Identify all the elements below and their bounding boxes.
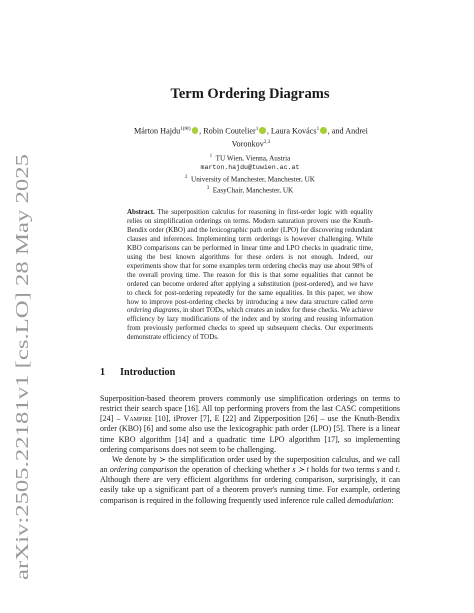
paragraph-text: [10], iProver [7], E [22] and Zipperposition [26] – use the Knuth-Bendix order (KBO) [6] and some also use the lexicographic path order (LPO) [5]. There is a linear time KBO algorithm [14] and a quadratic time LPO algorithm [17], so implementing ordering comparisons does not seem to be challenging. — [100, 414, 400, 454]
affiliation-mark: 3 — [206, 186, 210, 192]
author-affiliation-mark: 1(✉) — [180, 126, 191, 132]
affiliation-list — [100, 152, 400, 196]
paragraph-text: We denote by ≻ the simplification order used by the superposition calculus, and we call an — [100, 454, 400, 475]
paragraph-text: and — [379, 465, 396, 475]
paragraph — [100, 455, 400, 506]
section-title: Introduction — [120, 367, 176, 378]
author-name: Márton Hajdu — [134, 126, 181, 136]
author-name: Robin Coutelier — [203, 126, 256, 136]
section-heading — [100, 367, 400, 378]
author-name: Andrei Voronkov — [231, 126, 368, 149]
section-number: 1 — [100, 367, 106, 378]
author-separator: , and — [327, 126, 346, 136]
abstract-text: The superposition calculus for reasoning in first-order logic with equality relies on simplification orderings on terms. Modern saturation provers use the Knuth-Bendix order (KBO) and the lexicographic path order (LPO) for discovering redundant clauses and inferences. Implementing term orderings is however challenging. While KBO comparisons can be performed in linear time and LPO checks in quadratic time, using the best known algorithms for these orders is not enough. Indeed, our experiments show that for some examples term ordering checks may use about 98% of the overall proving time. The reason for this is that some equalities that cannot be ordered can become ordered after applying a substitution (post-ordered), and we have to check for post-ordering repeatedly for the same equalities. In this paper, we show how to improve post-ordering checks by introducing a new data structure called — [127, 208, 373, 306]
math-expression: s ≻ t — [292, 465, 309, 475]
arxiv-identifier-stamp — [8, 152, 36, 582]
author-affiliation-mark: 1 — [316, 126, 320, 132]
paragraph — [100, 394, 400, 455]
author-name: Laura Kovács — [270, 126, 317, 136]
affiliation-text: EasyChair, Manchester, UK — [212, 186, 294, 195]
paper-title: Term Ordering Diagrams — [170, 86, 330, 102]
author-separator: , — [199, 126, 204, 136]
affiliation-item — [100, 184, 400, 195]
author-affiliation-mark: 1 — [255, 126, 259, 132]
math-expression: t — [395, 465, 398, 475]
math-expression: s — [376, 465, 380, 475]
author-list — [116, 124, 386, 150]
author-email[interactable]: marton.hajdu@tuwien.ac.at — [200, 164, 300, 172]
abstract-emphasis: term ordering diagrams — [127, 297, 373, 315]
abstract — [127, 208, 373, 342]
author-separator: , — [266, 126, 271, 136]
emphasis-term: demodulation — [347, 495, 392, 505]
affiliation-mark: 2 — [185, 174, 188, 180]
affiliation-mark: 1 — [209, 154, 213, 159]
prover-name: Vampire — [123, 414, 153, 424]
orcid-icon[interactable] — [192, 127, 199, 134]
affiliation-item — [100, 173, 400, 184]
paragraph-text: : — [391, 495, 394, 505]
author-affiliation-mark: 2,3 — [263, 139, 271, 146]
affiliation-item — [100, 152, 400, 163]
body-text — [100, 394, 400, 506]
abstract-text: , in short TODs, which creates an index for these checks. We achieve efficiency by lazy modifications of the index and by storing and reusing information from previously performed checks to speed up subsequent checks. Our experiments demonstrate efficiency of TODs. — [127, 306, 373, 342]
orcid-icon[interactable] — [320, 127, 327, 134]
affiliation-text: University of Manchester, Manchester, UK — [191, 174, 315, 183]
orcid-icon[interactable] — [259, 127, 266, 134]
paragraph-text: . Although there are very efficient algorithms for ordering comparison, surprisingly, it can easily take up a significant part of a theorem prover's running time. For example, ordering comparison is required in the following frequently used inference rule called — [100, 465, 400, 505]
affiliation-text: TU Wien, Vienna, Austria — [215, 154, 291, 163]
abstract-label: Abstract. — [127, 208, 155, 216]
paragraph-text: Superposition-based theorem provers commonly use simplification orderings on terms to restrict their search space [16]. All top performing provers from the last CASC competitions [24] – — [100, 394, 400, 424]
arxiv-stamp-text: arXiv:2505.22181v1 [cs.LO] 28 May 2025 — [12, 278, 32, 580]
emphasis-term: ordering comparison — [109, 465, 178, 475]
paragraph-text: the operation of checking whether — [177, 465, 293, 475]
paragraph-text: holds for two terms — [308, 465, 377, 475]
